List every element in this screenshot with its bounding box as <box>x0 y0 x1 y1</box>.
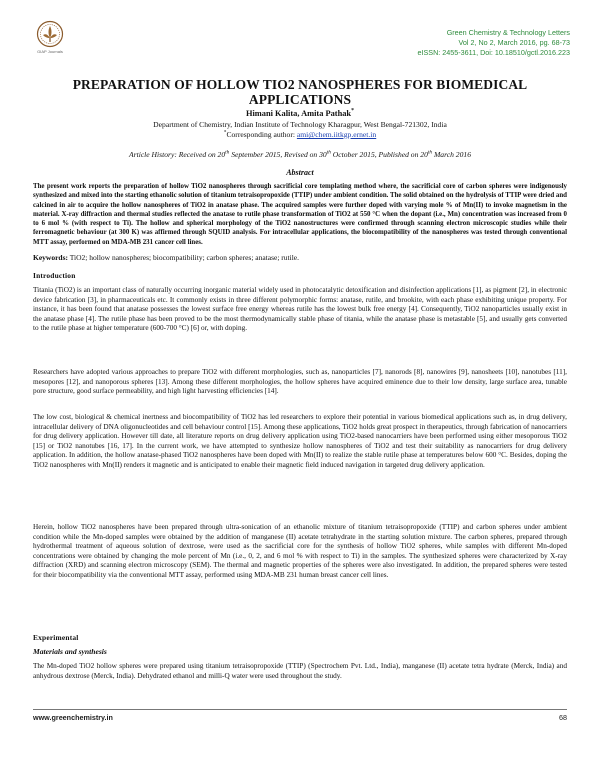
affiliation-block <box>0 120 600 140</box>
journal-name: Green Chemistry & Technology Letters <box>446 28 570 37</box>
paragraph-1: Titania (TiO2) is an important class of naturally occurring inorganic material widely used in photocatalytic detoxification and disinfection applications [1], as pigment [2], in electronic device fabrication [3], in pharmaceuticals etc. It commonly exists in three different polymorphic forms: anatase, rutile, and brookite, with each phase exhibiting unique property. For instance, it has been found that anatase possesses the lowest surface free energy whereas rutile has the lowest bulk free energy [4]. Consequently, TiO2 nanoparticles usually exist in the anatase phase [4]. The rutile phase has been proved to be the most thermodynamically stable phase of titania, while the anatase phase is metastable [5], and usually gets converted to the rutile phase at higher temperature (600-700 °C) [6] or, with doping. <box>33 286 567 333</box>
keywords-label: Keywords: <box>33 253 68 262</box>
paragraph-4: Herein, hollow TiO2 nanospheres have been prepared through ultra-sonication of an ethanolic mixture of titanium tetraisopropoxide (TTIP) and carbon spheres under ambient condition while the Mn-doped samples were obtained by the addition of manganese (II) acetate tetrahydrate in the starting solution mixture. The carbon spheres, prepared through hydrothermal treatment of aqueous solution of dextrose, were used as the sacrificial core for the synthesis of hollow TiO2 spheres, while samples with different Mn-doped concentrations were obtained by changing the mole percent of Mn (i.e., 0, 2, and 6 mol % with respect to Ti) in the samples. The synthesized spheres were characterized by X-ray diffraction (XRD) and scanning electron microscopy (SEM). The thermal and magnetic properties of the spheres were also investigated. In addition, the prepared spheres were tested for their biocompatibility via the conventional MTT assay, performed using MDA-MB 231 human breast cancer cell lines. <box>33 523 567 579</box>
corr-label: Corresponding author: <box>226 130 297 139</box>
journal-logo-icon <box>36 20 64 48</box>
history-sup-3: th <box>427 149 433 156</box>
paper-title-line2: APPLICATIONS <box>248 92 352 107</box>
history-end: March 2016 <box>432 150 471 159</box>
history-sup-1: th <box>225 149 230 156</box>
paper-title-line1: PREPARATION OF HOLLOW TIO2 NANOSPHERES FOR BIOMEDICAL <box>72 77 528 92</box>
history-published: October 2015, Published on 20 <box>330 150 428 159</box>
footer-url[interactable]: www.greenchemistry.in <box>33 713 113 722</box>
page-number: 68 <box>559 713 567 722</box>
history-revised: September 2015, Revised on 30 <box>229 150 327 159</box>
subsection-materials: Materials and synthesis <box>33 647 107 656</box>
journal-issn: eISSN: 2455-3611, Doi: 10.18510/gctl.2016.223 <box>417 48 570 57</box>
corr-email-link[interactable]: ami@chem.iitkgp.ernet.in <box>296 130 377 139</box>
paragraph-3: The low cost, biological & chemical inertness and biocompatibility of TiO2 has led researchers to explore their potential in various biomedical applications such as, in drug delivery, intracellular delivery of DNA oligonucleotides and cell behaviour control [15]. Among these applications, TiO2 holds great prospect in therapeutics, through fabrication of nanocarriers for drug delivery application. However till date, all literature reports on drug delivery application using TiO2-based nanocarriers have been performed using either mesoporous TiO2 [15] or TiO2 nanotubes [16, 17]. In the current work, we have attempted to synthesize hollow nanospheres of TiO2 and test their suitability as nanocarriers for drug delivery application. In addition, the hollow anatase-phased TiO2 nanospheres have been doped with Mn(II) to realize the stable rutile phase at temperatures below 600 °C. Besides, doping the TiO2 nanospheres with Mn(II) renders it magnetic and is anticipated to enable their magnetic field induced navigation in targeted drug delivery application. <box>33 413 567 469</box>
paragraph-2: Researchers have adopted various approaches to prepare TiO2 with different morphologies, such as, nanoparticles [7], nanorods [8], nanowires [9], nanosheets [10], nanotubes [11], mesopores [12], and nanoporous spheres [13]. Among these different morphologies, the hollow spheres have acquired eminence due to their low density, large surface area, tunable pore structure, good surface permeability, and high light harvesting efficiencies [14]. <box>33 368 567 396</box>
page-footer <box>33 713 567 722</box>
affiliation: Department of Chemistry, Indian Institute of Technology Kharagpur, West Bengal-721302, India <box>153 120 447 129</box>
history-sup-2: th <box>326 149 331 156</box>
author-names: Himani Kalita, Amita Pathak <box>245 109 352 118</box>
author-mark: * <box>351 108 355 115</box>
abstract-heading: Abstract <box>286 168 314 177</box>
keywords-text: TiO2; hollow nanospheres; biocompatibility; carbon spheres; anatase; rutile. <box>68 253 300 262</box>
corr-mark: * <box>223 129 227 136</box>
logo-caption: GIAP Journals <box>37 49 63 54</box>
paper-title <box>40 77 560 107</box>
journal-volume: Vol 2, No 2, March 2016, pg. 68-73 <box>458 38 570 47</box>
footer-rule <box>33 709 567 710</box>
journal-info <box>417 28 570 58</box>
section-introduction: Introduction <box>33 271 76 280</box>
keywords <box>33 253 567 262</box>
abstract-text: The present work reports the preparation of hollow TiO2 nanospheres through sacrificial core templating method where, the sacrificial core of carbon spheres were indigenously synthesized and mixed into the starting ethanolic solution of titanium tetraisopropoxide (TTIP) under ambient condition. The solid obtained on the hydrolysis of TTIP were dried and calcined in air to acquire the hollow nanospheres of TiO2 in anatase phase. The acquired samples were further doped with varying mole % of Mn(II) to invoke magnetism in the material. X-ray diffraction and thermal studies reflected the anatase to rutile phase transformation of TiO2 at 550 °C when the dopant (i.e., Mn) concentration was increased from 0 to 6 mol % (with respect to Ti). The hollow and spherical morphology of the TiO2 nanostructures were confirmed through scanning electron microscopic studies while their ferromagnetic behaviour (at 300 K) was affirmed through SQUID analysis. For intracellular applications, the biocompatibility of the nanospheres was tested through conventional MTT assay, performed on MDA-MB 231 cancer cell lines. <box>33 183 567 246</box>
history-received: Article History: Received on 20 <box>129 150 226 159</box>
paragraph-5: The Mn-doped TiO2 hollow spheres were prepared using titanium tetraisopropoxide (TTIP) (Spectrochem Pvt. Ltd., India), manganese (II) acetate tetra hydrate (Merck, India) and anhydrous dextrose (Merck, India). Dehydrated ethanol and milli-Q water were used throughout the study. <box>33 662 567 680</box>
paper-authors <box>0 109 600 118</box>
section-experimental: Experimental <box>33 633 79 642</box>
article-history <box>0 150 600 159</box>
corresponding-author <box>0 130 600 140</box>
journal-logo <box>30 20 70 54</box>
